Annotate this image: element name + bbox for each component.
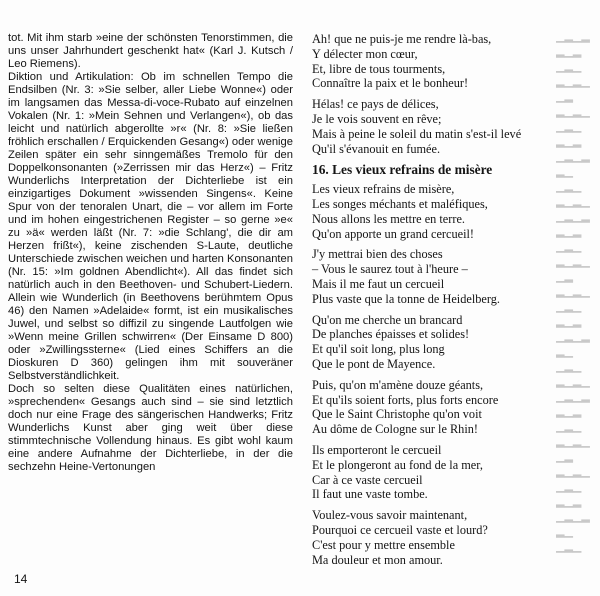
- lyric-line: Ah! que ne puis-je me rendre là-bas,: [312, 32, 492, 46]
- lyrics-stanza: [312, 378, 557, 437]
- essay-paragraph-3: Doch so selten diese Qualitäten eines natürlichen, »sprechenden« Gesangs auch sind – sie sind letztlich doch nur eine Frage des sängerischen Handwerks; Fritz Wunderlichs Kunst aber ging weit über diese stimmtechnische Vollendung hinaus. Es gibt wohl kaum eine andere Aufnahme der Dichterliebe, in der die sechzehn Heine-Vertonungen: [8, 383, 293, 473]
- lyric-line: Voulez-vous savoir maintenant,: [312, 508, 468, 523]
- lyric-line: Pourquoi ce cercueil vaste et lourd?: [312, 522, 488, 537]
- lyric-line: Les songes méchants et maléfiques,: [312, 196, 488, 211]
- lyric-line: Car à ce vaste cercueil: [312, 472, 423, 487]
- lyric-line: Il faut une vaste tombe.: [312, 487, 428, 502]
- lyric-line: – Vous le saurez tout à l'heure –: [312, 262, 468, 277]
- lyric-line: Et le plongeront au fond de la mer,: [312, 457, 483, 472]
- lyric-line: Et qu'il soit long, plus long: [312, 342, 445, 357]
- lyric-line: Hélas! ce pays de délices,: [312, 97, 439, 112]
- lyric-line: Au dôme de Cologne sur le Rhin!: [312, 422, 478, 437]
- lyric-line: C'est pour y mettre ensemble: [312, 537, 455, 552]
- french-lyrics-column: [312, 32, 557, 573]
- lyric-line: Nous allons les mettre en terre.: [312, 211, 465, 226]
- lyrics-stanza: [312, 97, 557, 156]
- lyric-line: Et, libre de tous tourments,: [312, 61, 446, 76]
- lyrics-stanza: [312, 182, 557, 241]
- lyric-line: Connaître la paix et le bonheur!: [312, 76, 469, 91]
- lyric-line: De planches épaisses et solides!: [312, 327, 470, 342]
- lyric-line: Qu'on me cherche un brancard: [312, 312, 463, 327]
- german-essay-column: [8, 32, 293, 474]
- lyric-line: Ils emporteront le cercueil: [312, 442, 442, 457]
- lyric-line: Les vieux refrains de misère,: [312, 182, 455, 197]
- lyric-line: Mais à peine le soleil du matin s'est-il levé: [312, 126, 522, 141]
- lyric-line: Plus vaste que la tonne de Heidelberg.: [312, 291, 500, 306]
- lyric-line: Y délecter mon cœur,: [312, 46, 418, 61]
- lyric-line: Je le vois souvent en rêve;: [312, 111, 442, 126]
- lyrics-stanza: [312, 32, 557, 91]
- lyric-line: Puis, qu'on m'amène douze géants,: [312, 377, 484, 392]
- lyric-line: Ma douleur et mon amour.: [312, 552, 443, 567]
- lyric-line: Et qu'ils soient forts, plus forts encore: [312, 392, 499, 407]
- page-number: 14: [14, 572, 28, 586]
- lyric-line: Mais il me faut un cercueil: [312, 276, 445, 291]
- show-through-texture: ▁▂▁▂ ▂▁▂ ▁▂▁ ▂▁▂▁ ▁▂ ▂▁▂▁ ▁▂▁ ▂▁▂ ▁▂▁▂ ▂▁ ▁▂▁ ▂▁▂▁ ▁▂▁▂ ▂▁▂ ▁▂▁ ▂▁▂▁ ▁▂ ▂▁▂▁ ▁▂▁ ▂▁▂ ▁▂▁▂ ▂▁ ▁▂▁ ▂▁▂▁ ▁▂▁▂ ▂▁▂ ▁▂▁ ▂▁▂▁ ▁▂ ▂▁▂▁ ▁▂▁ ▂▁▂ ▁▂▁▂ ▂▁ ▁▂▁: [556, 31, 590, 553]
- lyric-line: Qu'il s'évanouit en fumée.: [312, 141, 441, 156]
- lyrics-stanza: [312, 508, 557, 567]
- lyric-line: J'y mettrai bien des choses: [312, 247, 443, 262]
- lyrics-stanza: [312, 443, 557, 502]
- lyrics-stanza: [312, 313, 557, 372]
- song-heading: 16. Les vieux refrains de misère: [312, 162, 493, 178]
- lyric-line: Que le pont de Mayence.: [312, 356, 436, 371]
- essay-paragraph-1: tot. Mit ihm starb »eine der schönsten Tenorstimmen, die uns unser Jahrhundert geschenkt hat« (Karl J. Kutsch / Leo Riemens).: [8, 32, 293, 70]
- lyrics-stanza: [312, 247, 557, 306]
- lyric-line: Qu'on apporte un grand cercueil!: [312, 226, 475, 241]
- essay-paragraph-2: Diktion und Artikulation: Ob im schnellen Tempo die Endsilben (Nr. 3: »Sie selber, aller Liebe Wonne«) oder im langsamen das Messa-di-voce-Rubato auf einzelnen Vokalen (Nr. 1: »Mein Sehnen und Verlangen«), ob das leicht und natürlich abgerollte »r« (Nr. 8: »Sie ließen fröhlich erschallen / Erquickenden Gesang«) oder wenige Zeilen später ein sehr sinngemäßes Tremolo für den Doppelkonsonanten (»Zerrissen mir das Herz«) – Fritz Wunderlichs Interpretation der Dichterliebe ist ein einzigartiges Dokument »wissenden Singens«. Keine Spur von der tenoralen Unart, die – vor allem im Forte und im hohen eingestrichenen Register – so gerne »e« zu »ä« werden läßt (Nr. 7: »die Schlang', die dir am Herzen frißt«), keine zischenden S-Laute, deutliche Unterschiede zwischen weichen und harten Konsonanten (Nr. 15: »Im goldnen Abendlicht«). All das findet sich natürlich auch in den Beethoven- und Schubert-Liedern. Allein wie Wunderlich (in Beethovens berühmtem Opus 46) den Namen »Adelaide« formt, ist ein musikalisches Juwel, und selbst so diffizil zu singende Lautfolgen wie »Wenn meine Grillen schwirren« (Der Einsame D 800) oder »Zwillingssterne« (Lied eines Schiffers an die Dioskuren D 360) gelingen ihm mit souveräner Selbstverständlichkeit.: [8, 71, 293, 382]
- lyric-line: Que le Saint Christophe qu'on voit: [312, 407, 482, 422]
